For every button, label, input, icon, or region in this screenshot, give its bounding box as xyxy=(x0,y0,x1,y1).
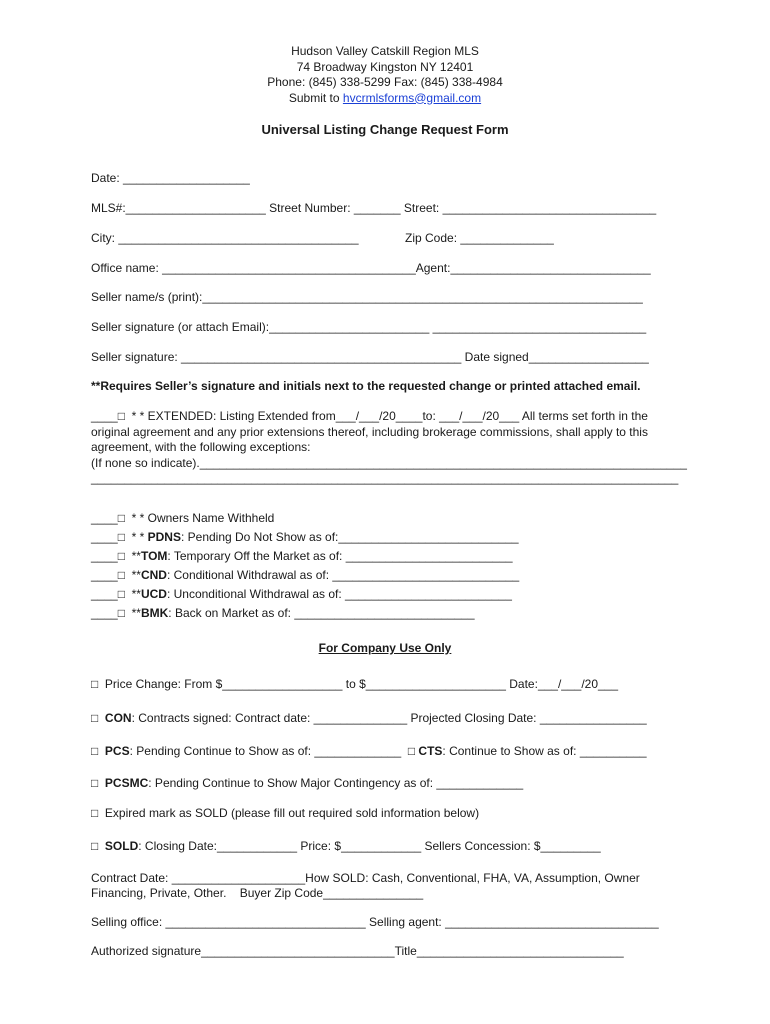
requires-note: **Requires Seller’s signature and initials next to the requested change or printed attached email. xyxy=(91,379,641,393)
extended-line-3: agreement, with the following exceptions: xyxy=(91,440,311,454)
email-link[interactable]: hvcrmlsforms@gmail.com xyxy=(342,90,482,105)
status-item-bmk[interactable]: ____□ **BMK: Back on Market as of: ___________________________ xyxy=(91,606,475,620)
con-row[interactable]: □ CON: Contracts signed: Contract date: ______________ Projected Closing Date: ________________ xyxy=(91,711,647,725)
selling-office-agent-row[interactable]: Selling office: ______________________________ Selling agent: ________________________________ xyxy=(91,915,659,929)
form-title: Universal Listing Change Request Form xyxy=(261,122,509,137)
extended-block xyxy=(91,409,691,487)
org-name: Hudson Valley Catskill Region MLS xyxy=(291,44,479,58)
submit-line xyxy=(0,91,770,107)
pcsmc-row[interactable]: □ PCSMC: Pending Continue to Show Major Contingency as of: _____________ xyxy=(91,776,524,790)
extended-line-5[interactable]: ________________________________________________________________________________________ xyxy=(91,471,679,485)
zip-field[interactable]: Zip Code: ______________ xyxy=(405,231,554,245)
price-change-row[interactable]: □ Price Change: From $__________________ to $_____________________ Date:___/___/20___ xyxy=(91,677,619,691)
extended-line-1[interactable]: ____□ * * EXTENDED: Listing Extended from___/___/20____to: ___/___/20___ All terms set forth in the xyxy=(91,409,648,423)
status-item-pdns[interactable]: ____□ * * PDNS: Pending Do Not Show as of:___________________________ xyxy=(91,530,519,544)
office-agent-row[interactable]: Office name: ______________________________________Agent:______________________________ xyxy=(91,261,651,275)
extended-line-4[interactable]: (If none so indicate)._________________________________________________________________________ xyxy=(91,455,687,470)
seller-signature-email-field[interactable]: Seller signature (or attach Email):________________________ ________________________________ xyxy=(91,320,647,334)
mls-header xyxy=(0,44,770,106)
sold-row[interactable]: □ SOLD: Closing Date:____________ Price: $____________ Sellers Concession: $_________ xyxy=(91,839,601,853)
status-item-tom[interactable]: ____□ **TOM: Temporary Off the Market as of: _________________________ xyxy=(91,549,513,563)
mls-street-row[interactable]: MLS#:_____________________ Street Number: _______ Street: ________________________________ xyxy=(91,201,657,215)
status-item-ucd[interactable]: ____□ **UCD: Unconditional Withdrawal as of: _________________________ xyxy=(91,587,512,601)
org-address: 74 Broadway Kingston NY 12401 xyxy=(296,59,474,74)
org-phone-fax: Phone: (845) 338-5299 Fax: (845) 338-4984 xyxy=(267,75,503,89)
contract-date-line-1[interactable]: Contract Date: ____________________How SOLD: Cash, Conventional, FHA, VA, Assumption, Owner xyxy=(91,871,640,885)
city-field[interactable]: City: ____________________________________ xyxy=(91,231,359,245)
company-use-heading: For Company Use Only xyxy=(318,641,452,655)
status-list xyxy=(91,509,691,623)
authorized-signature-row[interactable]: Authorized signature_____________________________Title_______________________________ xyxy=(91,944,624,958)
expired-row[interactable]: □ Expired mark as SOLD (please fill out required sold information below) xyxy=(91,806,480,820)
pcs-cts-row[interactable]: □ PCS: Pending Continue to Show as of: _____________ □ CTS: Continue to Show as of: __________ xyxy=(91,744,647,758)
seller-signature-row[interactable]: Seller signature: __________________________________________ Date signed__________________ xyxy=(91,350,649,364)
seller-names-field[interactable]: Seller name/s (print):__________________________________________________________________ xyxy=(91,290,643,304)
date-field[interactable]: Date: ___________________ xyxy=(91,171,250,185)
submit-prefix: Submit to xyxy=(288,90,343,105)
status-item-owners[interactable]: ____□ * * Owners Name Withheld xyxy=(91,511,275,525)
extended-line-2: original agreement and any prior extensions thereof, including brokerage commissions, shall apply to this xyxy=(91,424,648,439)
status-item-cnd[interactable]: ____□ **CND: Conditional Withdrawal as of: ____________________________ xyxy=(91,568,520,582)
contract-date-line-2[interactable]: Financing, Private, Other. Buyer Zip Code_______________ xyxy=(91,886,424,900)
